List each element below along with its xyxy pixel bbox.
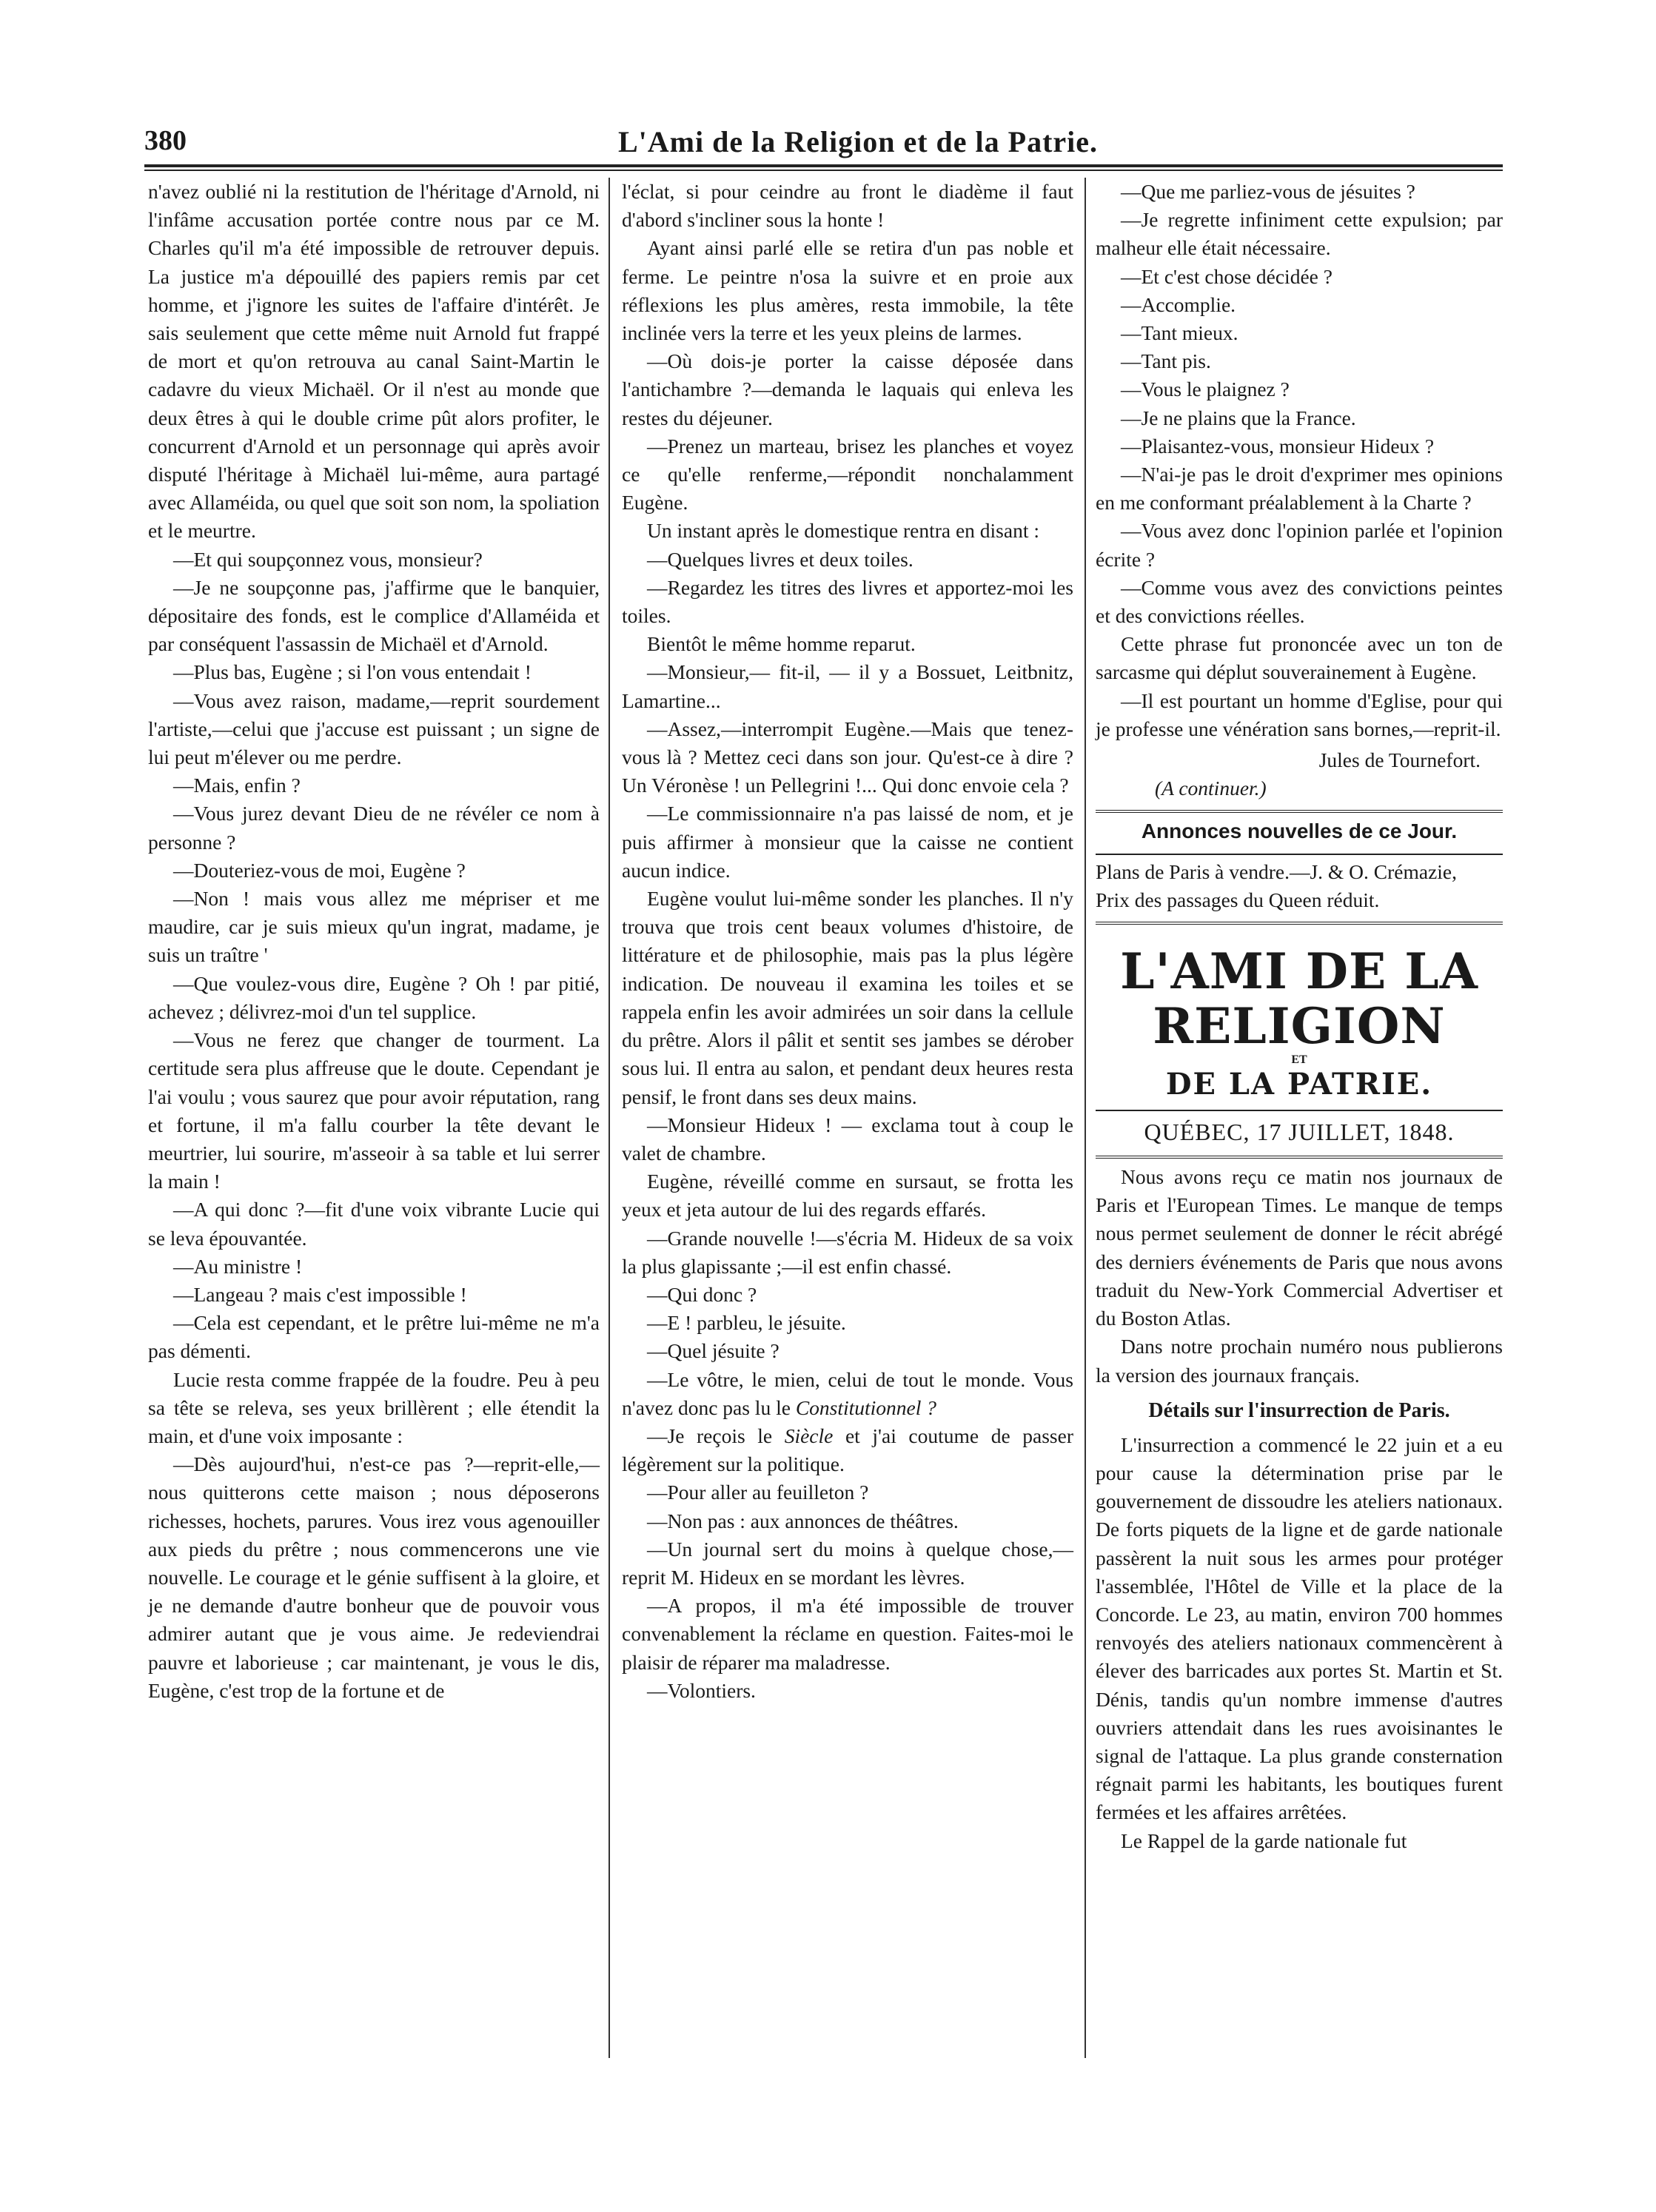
paragraph: —Vous avez donc l'opinion parlée et l'opinion écrite ?	[1096, 519, 1503, 571]
author-signature: Jules de Tournefort.	[1318, 748, 1481, 772]
paragraph	[622, 1366, 1073, 1422]
announcement: Prix des passages du Queen réduit.	[1096, 888, 1380, 911]
paragraph: —Vous ne ferez que changer de tourment. La certitude sera plus affreuse que le doute. Cependant je l'ai voulu ; vous saurez que pour avoir réputation, rang et fortune, il m'a fallu courber la tête devant le meurtrier, lui sourire, m'asseoir à sa table et lui serrer la main !	[148, 1028, 600, 1193]
news-paragraph: Nous avons reçu ce matin nos journaux de Paris et l'European Times. Le manque de temps nous permet seulement de donner le récit abrégé des derniers événements de Paris que nous avons traduit du New-York Commercial Advertiser et du Boston Atlas.	[1096, 1165, 1503, 1330]
paragraph: —A propos, il m'a été impossible de trouver convenablement la réclame en question. Faites-moi le plaisir de réparer ma maladresse.	[622, 1594, 1073, 1674]
paragraph: Eugène voulut lui-même sonder les planches. Il n'y trouva que trois cent beaux volumes d'histoire, de littérature et de philosophie, mais pas la plus légère indication. De nouveau il examina les toiles et se rappela enfin les avoir admirées un soir dans la cellule du prêtre. Alors il pâlit et sentit ses jambes se dérober sous lui. Il entra au salon, et pendant deux heures resta pensif, le front dans ses deux mains.	[622, 887, 1073, 1108]
paragraph: —Regardez les titres des livres et apportez-moi les toiles.	[622, 575, 1073, 628]
paragraph: n'avez oublié ni la restitution de l'héritage d'Arnold, ni l'infâme accusation portée contre nous par ce M. Charles qu'il m'a été impossible de retrouver depuis. La justice m'a dépouillé des papiers remis par cet homme, et j'ignore les suites de l'affaire d'intérêt. Je sais seulement que cette même nuit Arnold fut frappé de mort et qu'on retrouva au canal Saint-Martin le cadavre du vieux Michaël. Or il n'est au monde que deux êtres à qui le double crime pût alors profiter, le concurrent d'Arnold et un personnage qui après avoir disputé l'héritage à Michaël lui-même, aura partagé avec Allaméida, ou quel que soit son nom, la spoliation et le meurtre.	[148, 180, 600, 543]
paragraph: Ayant ainsi parlé elle se retira d'un pas noble et ferme. Le peintre n'osa la suivre et en proie aux réflexions les plus amères, resta immobile, la tête inclinée vers la terre et les yeux pleins de larmes.	[622, 236, 1073, 345]
paragraph: —Assez,—interrompit Eugène.—Mais que tenez-vous là ? Mettez ceci dans son jour. Qu'est-ce à dire ? Un Véronèse ! un Pellegrini !... Qui donc envoie cela ?	[622, 717, 1073, 797]
masthead-subtitle: DE LA PATRIE.	[1165, 1067, 1433, 1102]
paragraph: —Plus bas, Eugène ; si l'on vous entendait !	[173, 660, 532, 684]
paragraph: —Vous avez raison, madame,—reprit sourdement l'artiste,—celui que j'accuse est puissant ; un signe de lui peut m'élever ou me perdre.	[148, 688, 600, 769]
paragraph: —Tant pis.	[1121, 349, 1211, 373]
paragraph: —Volontiers.	[647, 1678, 756, 1702]
column-1	[148, 178, 600, 1705]
announcement: Plans de Paris à vendre.—J. & O. Crémazie,	[1096, 859, 1458, 883]
paragraph: —Dès aujourd'hui, n'est-ce pas ?—reprit-elle,—nous quitterons cette maison ; nous déposerons richesses, hochets, parures. Vous irez vous agenouiller aux pieds du prêtre ; nous commencerons une vie nouvelle. Le courage et le génie suffisent à la gloire, et je ne demande d'autre bonheur que de pouvoir vous admirer autant que je vous aime. Je redeviendrai pauvre et laborieuse ; car maintenant, je vous le dis, Eugène, c'est trop de la fortune et de	[148, 1452, 600, 1702]
page-header	[144, 124, 1492, 166]
paragraph: —Il est pourtant un homme d'Eglise, pour qui je professe une vénération sans bornes,—reprit-il.	[1096, 688, 1503, 740]
paragraph: Eugène, réveillé comme en sursaut, se frotta les yeux et jeta autour de lui des regards effarés.	[622, 1170, 1073, 1221]
paragraph: —Que me parliez-vous de jésuites ?	[1121, 180, 1415, 203]
paragraph: —Qui donc ?	[647, 1282, 757, 1306]
paragraph: —Je regrette infiniment cette expulsion; par malheur elle était nécessaire.	[1096, 208, 1503, 260]
announcements-title: Annonces nouvelles de ce Jour.	[1141, 820, 1458, 843]
text-span: et j'ai coutume de passer légèrement sur la politique.	[622, 1424, 1073, 1476]
paragraph: —Langeau ? mais c'est impossible !	[173, 1282, 467, 1306]
paragraph: —Plaisantez-vous, monsieur Hideux ?	[1121, 434, 1435, 458]
column-divider	[1085, 178, 1086, 2058]
news-paragraph: Dans notre prochain numéro nous publierons la version des journaux français.	[1096, 1335, 1503, 1387]
paragraph: —Et c'est chose décidée ?	[1121, 264, 1332, 288]
paragraph: —Quel jésuite ?	[647, 1339, 780, 1363]
section-rule	[1096, 1156, 1503, 1159]
column-divider	[609, 178, 610, 2058]
paragraph: —Mais, enfin ?	[173, 774, 301, 797]
paragraph: —Non pas : aux annonces de théâtres.	[647, 1509, 959, 1532]
header-rule-thin	[144, 170, 1503, 171]
paragraph: —Quelques livres et deux toiles.	[647, 547, 914, 571]
paragraph: —Accomplie.	[1121, 292, 1236, 316]
paragraph: —Je ne plains que la France.	[1121, 406, 1356, 429]
paragraph: —Pour aller au feuilleton ?	[647, 1481, 869, 1504]
paragraph: —Douteriez-vous de moi, Eugène ?	[173, 858, 466, 882]
paragraph: —Non ! mais vous allez me mépriser et me maudire, car je suis mieux qu'un ingrat, madame, je suis un traître '	[148, 887, 600, 967]
paragraph: —Monsieur,— fit-il, — il y a Bossuet, Leitbnitz, Lamartine...	[622, 660, 1073, 712]
section-heading: Détails sur l'insurrection de Paris.	[1148, 1398, 1450, 1422]
column-2	[622, 178, 1073, 1705]
text-span: —Le vôtre, le mien, celui de tout le monde. Vous n'avez donc pas lu le	[622, 1367, 1073, 1419]
paragraph: —Vous le plaignez ?	[1121, 378, 1290, 401]
paragraph: Bientôt le même homme reparut.	[647, 632, 916, 656]
paragraph: —Grande nouvelle !—s'écria M. Hideux de sa voix la plus glapissante ;—il est enfin chassé.	[622, 1226, 1073, 1278]
paragraph: Lucie resta comme frappée de la foudre. Peu à peu sa tête se releva, ses yeux brillèrent ; elle étendit la main, et d'une voix imposante :	[148, 1367, 600, 1447]
paragraph: —Comme vous avez des convictions peintes et des convictions réelles.	[1096, 575, 1503, 628]
news-paragraph: L'insurrection a commencé le 22 juin et a eu pour cause la détermination prise par le gouvernement de dissoudre les ateliers nationaux. De forts piquets de la ligne et de garde nationale passèrent la nuit sous les armes pour protéger l'assemblée, l'Hôtel de Ville et la place de la Concorde. Le 23, au matin, environ 700 hommes renvoyés des ateliers nationaux commencèrent à élever des barricades aux portes St. Martin et St. Dénis, tandis qu'un nombre immense d'autres ouvriers attendait dans les rues avoisinantes le signal de l'attaque. La plus grande consternation régnait parmi les habitants, les boutiques furent fermées et les affaires arrêtées.	[1096, 1432, 1503, 1824]
paragraph: —Que voulez-vous dire, Eugène ? Oh ! par pitié, achevez ; délivrez-moi d'un tel supplice.	[148, 971, 600, 1023]
continue-note: (A continuer.)	[1155, 777, 1267, 800]
paragraph: —E ! parbleu, le jésuite.	[647, 1311, 846, 1335]
paragraph: —Le commissionnaire n'a pas laissé de nom, et je puis affirmer à monsieur que la caisse ne contient aucun indice.	[622, 802, 1073, 882]
section-rule	[1096, 810, 1503, 813]
masthead-title: L'AMI DE LA RELIGION	[1120, 942, 1478, 1056]
journal-title: Siècle	[784, 1424, 834, 1447]
running-title: L'Ami de la Religion et de la Patrie.	[618, 125, 1099, 158]
header-rule	[144, 164, 1503, 167]
paragraph: —Tant mieux.	[1121, 321, 1238, 345]
paragraph: —N'ai-je pas le droit d'exprimer mes opinions en me conformant préalablement à la Charte ?	[1096, 463, 1503, 515]
paragraph	[622, 1422, 1073, 1478]
page-number: 380	[144, 125, 187, 156]
section-rule	[1096, 854, 1503, 855]
paragraph: —Je ne soupçonne pas, j'affirme que le banquier, dépositaire des fonds, est le complice d'Allaméida et par conséquent l'assassin de Michaël et d'Arnold.	[148, 575, 600, 656]
paragraph: —Prenez un marteau, brisez les planches et voyez ce qu'elle renferme,—répondit nonchalamment Eugène.	[622, 434, 1073, 515]
news-paragraph: Le Rappel de la garde nationale fut	[1121, 1829, 1407, 1852]
paragraph: —Cela est cependant, et le prêtre lui-même ne m'a pas démenti.	[148, 1311, 600, 1363]
section-rule	[1096, 1110, 1503, 1111]
text-span: —Je reçois le	[647, 1424, 785, 1447]
dateline: QUÉBEC, 17 JUILLET, 1848.	[1144, 1119, 1455, 1146]
paragraph: —Vous jurez devant Dieu de ne révéler ce nom à personne ?	[148, 802, 600, 854]
paragraph: Un instant après le domestique rentra en disant :	[647, 519, 1039, 543]
paragraph: —Et qui soupçonnez vous, monsieur?	[173, 547, 483, 571]
paragraph: —Monsieur Hideux ! — exclama tout à coup le valet de chambre.	[622, 1113, 1073, 1164]
paragraph: l'éclat, si pour ceindre au front le diadème il faut d'abord s'incliner sous la honte !	[622, 180, 1073, 232]
column-3	[1096, 178, 1503, 1855]
journal-title: Constitutionnel ?	[795, 1395, 937, 1419]
paragraph: —A qui donc ?—fit d'une voix vibrante Lucie qui se leva épouvantée.	[148, 1198, 600, 1250]
paragraph: —Où dois-je porter la caisse déposée dans l'antichambre ?—demanda le laquais qui enleva les restes du déjeuner.	[622, 349, 1073, 429]
masthead-et: ET	[1291, 1053, 1307, 1067]
paragraph: —Au ministre !	[173, 1254, 303, 1278]
paragraph: —Un journal sert du moins à quelque chose,—reprit M. Hideux en se mordant les lèvres.	[622, 1537, 1073, 1589]
section-rule	[1096, 922, 1503, 925]
paragraph: Cette phrase fut prononcée avec un ton de sarcasme qui déplut souverainement à Eugène.	[1096, 632, 1503, 684]
